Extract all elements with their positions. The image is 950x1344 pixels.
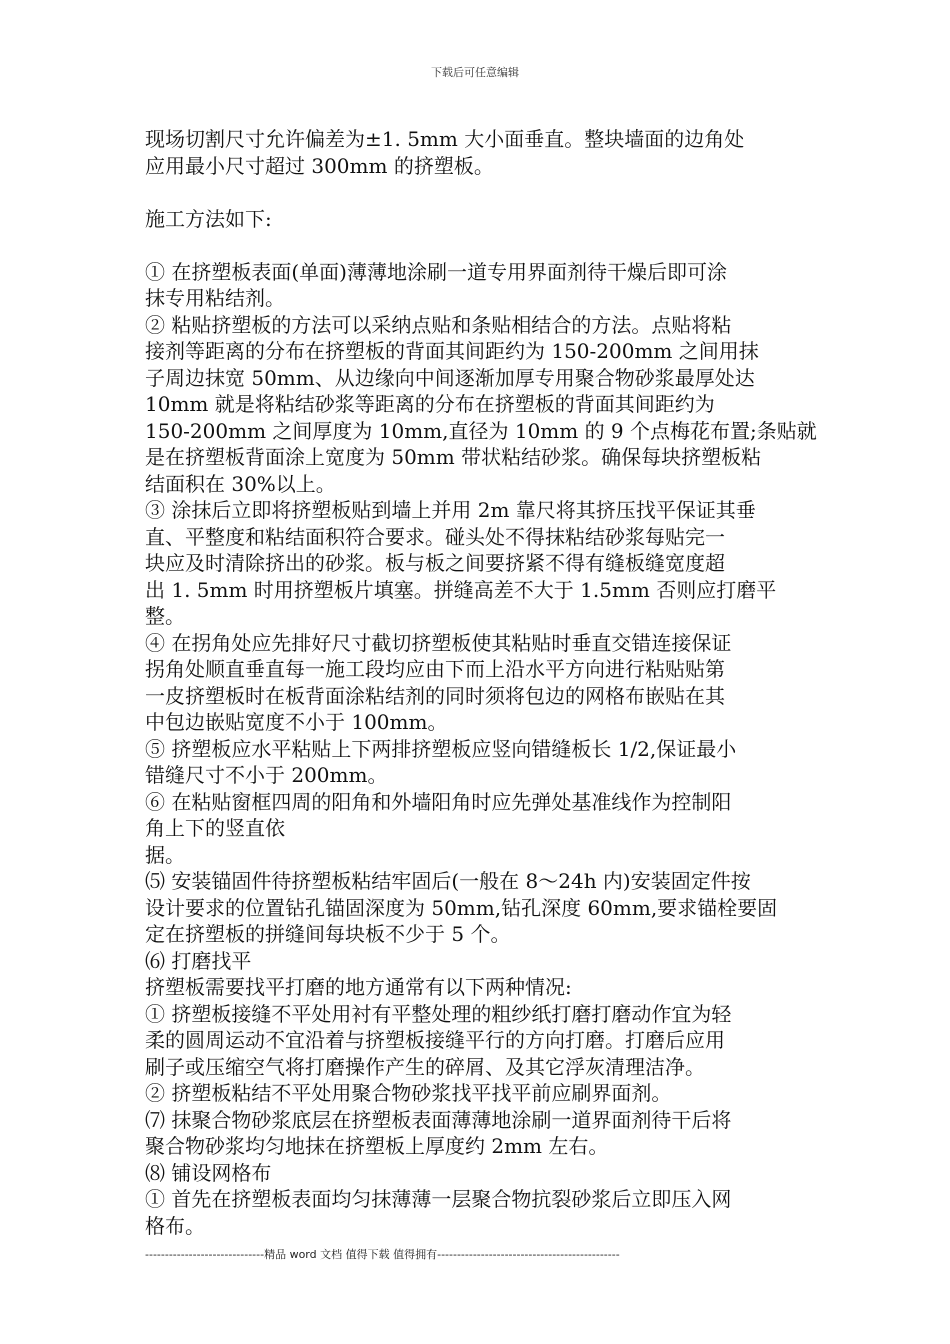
text-line: 整。 (145, 604, 185, 628)
text-line: ⑹ 打磨找平 (145, 948, 252, 973)
text-line: 150-200mm 之间厚度为 10mm,直径为 10mm 的 9 个点梅花布置;条贴就 (145, 418, 817, 443)
text-line: 格布。 (145, 1213, 205, 1238)
text-line: 刷子或压缩空气将打磨操作产生的碎屑、及其它浮灰清理洁净。 (145, 1054, 705, 1079)
text-line: 块应及时清除挤出的砂浆。板与板之间要挤紧不得有缝板缝宽度超 (145, 551, 725, 575)
text-line: 挤塑板需要找平打磨的地方通常有以下两种情况: (145, 975, 572, 999)
text-line: ① 首先在挤塑板表面均匀抹薄薄一层聚合物抗裂砂浆后立即压入网 (145, 1187, 732, 1211)
text-line: ① 挤塑板接缝不平处用衬有平整处理的粗纱纸打磨打磨动作宜为轻 (145, 1001, 732, 1026)
text-line: 拐角处顺直垂直每一施工段均应由下而上沿水平方向进行粘贴贴第 (145, 657, 725, 681)
text-line: 据。 (145, 842, 185, 867)
text-line: 中包边嵌贴宽度不小于 100mm。 (145, 710, 448, 734)
text-line: 聚合物砂浆均匀地抹在挤塑板上厚度约 2mm 左右。 (145, 1134, 609, 1158)
text-line: 出 1. 5mm 时用挤塑板片填塞。拼缝高差不大于 1.5mm 否则应打磨平 (145, 577, 777, 602)
text-line: ② 粘贴挤塑板的方法可以采纳点贴和条贴相结合的方法。点贴将粘 (145, 312, 732, 337)
blank-line (145, 179, 810, 206)
text-line: ① 在挤塑板表面(单面)薄薄地涂刷一道专用界面剂待干燥后即可涂 (145, 259, 727, 284)
text-line: ⑻ 铺设网格布 (145, 1160, 272, 1185)
text-line: 是在挤塑板背面涂上宽度为 50mm 带状粘结砂浆。确保每块挤塑板粘 (145, 445, 762, 469)
text-line: 错缝尺寸不小于 200mm。 (145, 763, 388, 787)
text-line: 应用最小尺寸超过 300mm 的挤塑板。 (145, 153, 494, 178)
page-header: 下载后可任意编辑 (431, 66, 519, 79)
text-line: 10mm 就是将粘结砂浆等距离的分布在挤塑板的背面其间距约为 (145, 392, 715, 416)
text-line: 子周边抹宽 50mm、从边缘向中间逐渐加厚专用聚合物砂浆最厚处达 (145, 365, 755, 390)
text-line: 施工方法如下: (145, 206, 272, 231)
text-line: 直、平整度和粘结面积符合要求。碰头处不得抹粘结砂浆每贴完一 (145, 524, 725, 549)
text-line: ⑥ 在粘贴窗框四周的阳角和外墙阳角时应先弹处基准线作为控制阳 (145, 789, 732, 814)
text-line: ⑸ 安装锚固件待挤塑板粘结牢固后(一般在 8～24h 内)安装固定件按 (145, 869, 751, 893)
text-line: ② 挤塑板粘结不平处用聚合物砂浆找平找平前应刷界面剂。 (145, 1081, 672, 1105)
text-line: 接剂等距离的分布在挤塑板的背面其间距约为 150-200mm 之间用抹 (145, 339, 759, 363)
text-line: 一皮挤塑板时在板背面涂粘结剂的同时须将包边的网格布嵌贴在其 (145, 683, 725, 708)
text-line: 抹专用粘结剂。 (145, 286, 285, 310)
text-line: 现场切割尺寸允许偏差为±1. 5mm 大小面垂直。整块墙面的边角处 (145, 127, 745, 151)
text-line: ③ 涂抹后立即将挤塑板贴到墙上并用 2m 靠尺将其挤压找平保证其垂 (145, 498, 756, 522)
text-line: 定在挤塑板的拼缝间每块板不少于 5 个。 (145, 922, 511, 946)
text-line: ⑤ 挤塑板应水平粘贴上下两排挤塑板应竖向错缝板长 1/2,保证最小 (145, 736, 737, 761)
page-footer: ------------------------------精品 word 文档 值得下载 值得拥有---------------------------------------------- (145, 1248, 620, 1261)
text-line: ④ 在拐角处应先排好尺寸截切挤塑板使其粘贴时垂直交错连接保证 (145, 630, 732, 655)
document-body (145, 126, 817, 1239)
text-line: 结面积在 30%以上。 (145, 471, 336, 496)
text-line: 设计要求的位置钻孔锚固深度为 50mm,钻孔深度 60mm,要求锚栓要固 (145, 895, 778, 920)
text-line: 柔的圆周运动不宜沿着与挤塑板接缝平行的方向打磨。打磨后应用 (145, 1028, 725, 1052)
text-line: ⑺ 抹聚合物砂浆底层在挤塑板表面薄薄地涂刷一道界面剂待干后将 (145, 1107, 732, 1132)
blank-line (145, 232, 810, 259)
text-line: 角上下的竖直依 (145, 816, 285, 840)
